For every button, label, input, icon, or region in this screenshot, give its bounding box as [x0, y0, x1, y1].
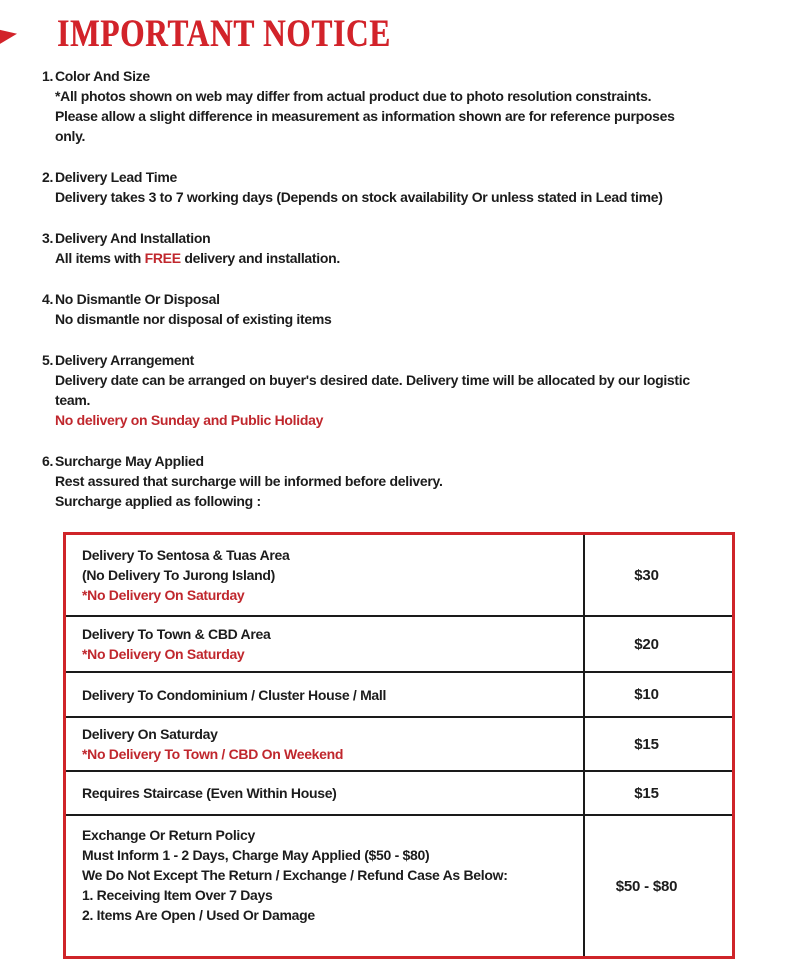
section-body [55, 309, 800, 329]
surcharge-description-cell [66, 772, 585, 814]
section-color-and-size [42, 66, 800, 146]
surcharge-table [63, 532, 735, 959]
page-title-wrap [57, 12, 800, 56]
section-line: team. [55, 392, 91, 408]
section-heading [42, 350, 800, 370]
section-heading [42, 289, 800, 309]
section-heading-text: Delivery Lead Time [55, 169, 177, 185]
surcharge-description-cell [66, 673, 585, 716]
surcharge-price-cell: $30 [634, 566, 659, 584]
section-number: 5. [42, 352, 54, 368]
section-heading-text: Delivery And Installation [55, 230, 211, 246]
section-heading [42, 167, 800, 187]
surcharge-line: Delivery To Town & CBD Area [82, 626, 271, 642]
section-heading [42, 451, 800, 471]
table-row [66, 718, 732, 772]
surcharge-description-cell [66, 816, 585, 956]
section-line: Surcharge applied as following : [55, 493, 261, 509]
table-row [66, 535, 732, 617]
section-delivery-and-installation [42, 228, 800, 268]
surcharge-price-cell: $10 [634, 686, 659, 703]
surcharge-line: Delivery On Saturday [82, 726, 218, 742]
section-number: 2. [42, 169, 54, 185]
surcharge-price-cell: $15 [634, 735, 659, 753]
notice-sections [42, 66, 800, 511]
surcharge-line: Exchange Or Return Policy [82, 827, 255, 843]
section-heading-text: Delivery Arrangement [55, 352, 194, 368]
section-line: Please allow a slight difference in measurement as information shown are for reference purposes [55, 108, 675, 124]
section-line: No dismantle nor disposal of existing items [55, 311, 332, 327]
section-body [55, 370, 800, 430]
line-prefix: All items with [55, 250, 145, 266]
section-line: Delivery takes 3 to 7 working days (Depends on stock availability Or unless stated in Lead time) [55, 189, 663, 205]
section-heading [42, 228, 800, 248]
section-line: *All photos shown on web may differ from actual product due to photo resolution constraints. [55, 88, 652, 104]
section-line-free-delivery [55, 248, 800, 268]
table-row-exchange-policy [66, 816, 732, 956]
section-heading [42, 66, 800, 86]
surcharge-description-cell [66, 718, 585, 770]
line-suffix: delivery and installation. [180, 250, 340, 266]
surcharge-description-cell [66, 535, 585, 615]
table-row [66, 673, 732, 718]
surcharge-line: (No Delivery To Jurong Island) [82, 567, 275, 583]
surcharge-price-cell: $50 - $80 [615, 877, 678, 895]
section-number: 1. [42, 68, 54, 84]
section-line: Delivery date can be arranged on buyer's desired date. Delivery time will be allocated by our logistic [55, 372, 690, 388]
surcharge-line: We Do Not Except The Return / Exchange / Refund Case As Below: [82, 867, 508, 883]
section-no-dismantle-or-disposal [42, 289, 800, 329]
section-body [55, 187, 800, 207]
surcharge-price-cell: $15 [634, 784, 659, 802]
free-highlight: FREE [144, 250, 181, 266]
section-number: 6. [42, 453, 54, 469]
section-line-no-sunday-delivery: No delivery on Sunday and Public Holiday [55, 412, 324, 428]
section-body [55, 471, 800, 511]
section-heading-text: Color And Size [55, 68, 150, 84]
cutoff-red-fragment [0, 29, 17, 45]
table-row [66, 772, 732, 816]
section-surcharge-may-applied [42, 451, 800, 511]
section-body [55, 248, 800, 268]
section-line: Rest assured that surcharge will be informed before delivery. [55, 473, 443, 489]
section-line: only. [55, 128, 86, 144]
section-delivery-arrangement [42, 350, 800, 430]
surcharge-line: 2. Items Are Open / Used Or Damage [82, 907, 315, 923]
table-row [66, 617, 732, 673]
section-body [55, 86, 800, 146]
page-title: IMPORTANT NOTICE [57, 12, 391, 55]
surcharge-description-cell [66, 617, 585, 671]
surcharge-line: Must Inform 1 - 2 Days, Charge May Applied ($50 - $80) [82, 847, 430, 863]
surcharge-line-warning: *No Delivery To Town / CBD On Weekend [82, 746, 344, 762]
surcharge-price-cell: $20 [634, 635, 659, 653]
section-number: 4. [42, 291, 54, 307]
surcharge-line-warning: *No Delivery On Saturday [82, 587, 245, 603]
surcharge-line: 1. Receiving Item Over 7 Days [82, 887, 273, 903]
section-delivery-lead-time [42, 167, 800, 207]
surcharge-line: Requires Staircase (Even Within House) [82, 785, 337, 801]
surcharge-line: Delivery To Sentosa & Tuas Area [82, 547, 290, 563]
section-heading-text: No Dismantle Or Disposal [55, 291, 220, 307]
surcharge-line: Delivery To Condominium / Cluster House / Mall [82, 686, 387, 703]
surcharge-line-warning: *No Delivery On Saturday [82, 646, 245, 662]
section-number: 3. [42, 230, 54, 246]
section-heading-text: Surcharge May Applied [55, 453, 204, 469]
